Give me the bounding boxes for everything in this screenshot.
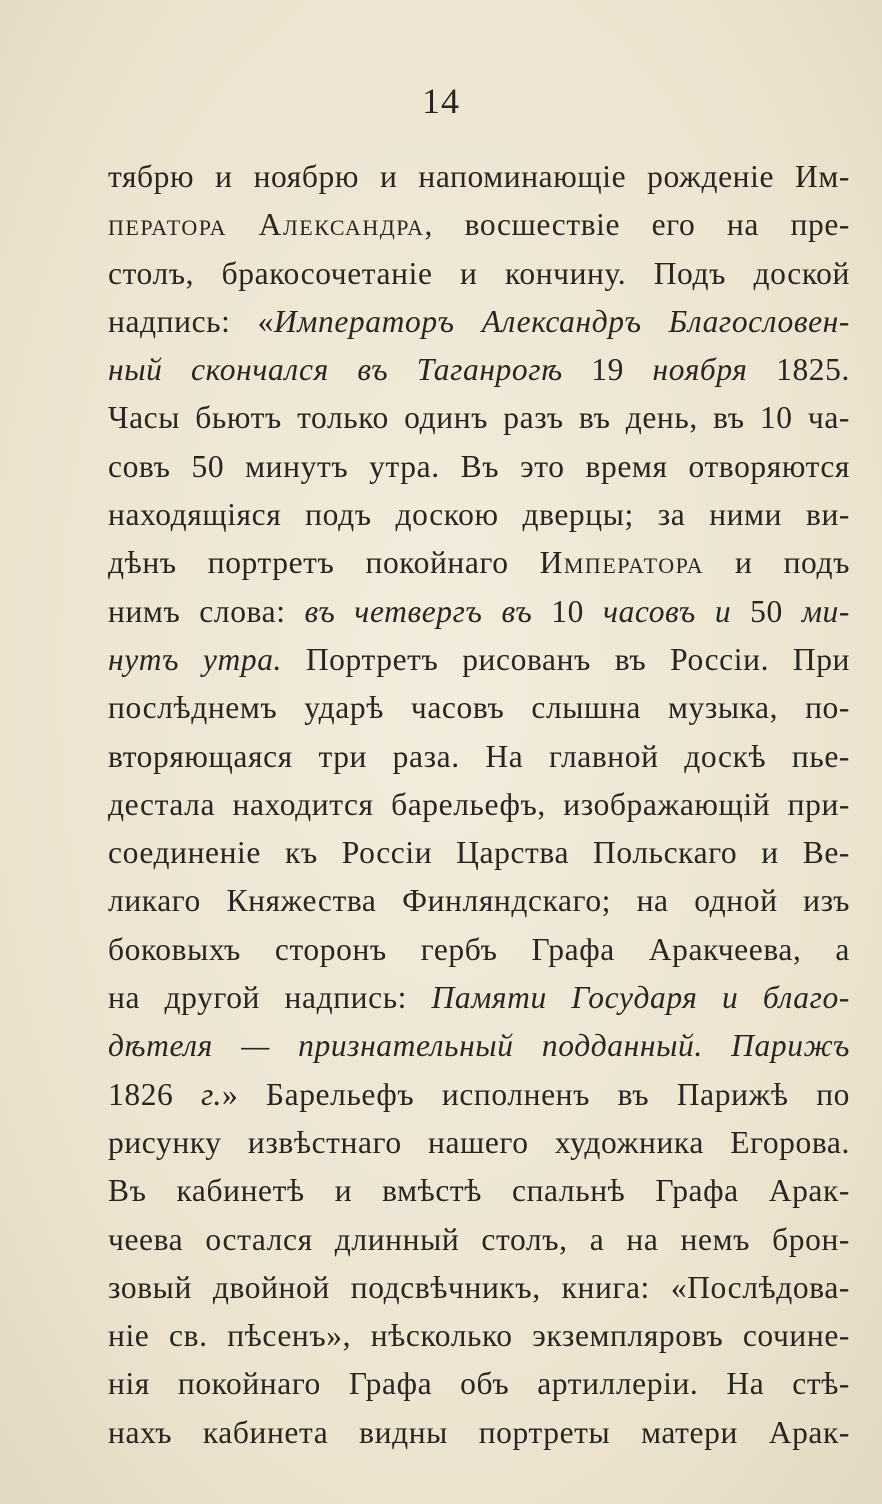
text-segment: рисунку извѣстнаго нашего художника Егорова. <box>108 1124 850 1160</box>
text-segment: чеева остался длинный столъ, а на немъ брон- <box>108 1221 850 1257</box>
text-line <box>108 829 850 877</box>
text-segment: послѣднемъ ударѣ часовъ слышна музыка, по- <box>108 690 850 726</box>
text-segment: и подъ <box>703 545 851 581</box>
italic-text: дѣтеля — признательный подданный. Парижъ <box>108 1028 850 1064</box>
text-line <box>108 491 850 539</box>
italic-text: ный скончался въ Таганрогѣ <box>108 352 563 388</box>
text-segment: надпись: « <box>108 303 274 339</box>
small-caps-text: Александра <box>258 207 425 243</box>
text-line <box>108 1216 850 1264</box>
text-line <box>108 298 850 346</box>
text-segment: Въ кабинетѣ и вмѣстѣ спальнѣ Графа Арак- <box>108 1173 850 1209</box>
text-segment: 1826 <box>108 1076 202 1112</box>
text-segment: Портретъ рисованъ въ Россіи. При <box>282 641 851 677</box>
text-segment: Часы бьютъ только одинъ разъ въ день, въ 10 ча- <box>108 400 850 436</box>
text-segment: 1825. <box>747 352 850 388</box>
text-line <box>108 781 850 829</box>
italic-text: г. <box>201 1076 222 1112</box>
text-line <box>108 877 850 925</box>
text-line <box>108 153 850 201</box>
text-segment: на другой надпись: <box>108 980 432 1016</box>
text-segment: нія покойнаго Графа объ артиллеріи. На стѣ- <box>108 1366 850 1402</box>
text-segment: боковыхъ сторонъ гербъ Графа Аракчеева, а <box>108 931 850 967</box>
text-line <box>108 1409 850 1457</box>
text-line <box>108 539 850 587</box>
text-segment: ніе св. пѣсенъ», нѣсколько экземпляровъ сочине- <box>108 1318 850 1354</box>
text-segment: находящіяся подъ доскою дверцы; за ними ви- <box>108 497 850 533</box>
text-segment: дѣнъ портретъ покойнаго <box>108 545 540 581</box>
text-segment: тябрю и ноябрю и напоминающіе рожденіе Им- <box>108 159 850 194</box>
text-line <box>108 1119 850 1167</box>
italic-text: ми- <box>801 593 851 629</box>
text-line <box>108 1167 850 1215</box>
italic-text: въ четвергъ въ <box>304 593 533 629</box>
text-segment: 50 <box>731 593 802 629</box>
text-line <box>108 443 850 491</box>
italic-text: часовъ и <box>602 593 732 629</box>
text-line <box>108 636 850 684</box>
text-segment: » Барельефъ исполненъ въ Парижѣ по <box>221 1076 851 1112</box>
text-line <box>108 733 850 781</box>
page-number: 14 <box>422 81 460 121</box>
text-line <box>108 684 850 732</box>
italic-text: нутъ утра. <box>108 641 283 677</box>
text-segment: совъ 50 минутъ утра. Въ это время отворяются <box>108 448 850 484</box>
text-segment: 10 <box>532 593 603 629</box>
text-line <box>108 974 850 1022</box>
small-caps-text: Императора <box>539 545 704 581</box>
text-line <box>108 394 850 442</box>
text-line <box>108 346 850 394</box>
small-caps-text: ператора <box>108 207 228 243</box>
text-segment: нахъ кабинета видны портреты матери Арак- <box>108 1414 850 1450</box>
text-line <box>108 1264 850 1312</box>
text-line <box>108 250 850 298</box>
text-segment <box>227 207 259 242</box>
text-segment: зовый двойной подсвѣчникъ, книга: «Послѣдова- <box>108 1269 850 1305</box>
italic-text: Императоръ Александръ Благословен- <box>273 303 850 339</box>
text-segment: , восшествіе его на пре- <box>424 207 851 243</box>
text-segment: 19 <box>562 352 653 388</box>
text-segment: ликаго Княжества Финляндскаго; на одной изъ <box>108 883 850 919</box>
text-line <box>108 1312 850 1360</box>
body-text <box>108 153 850 1457</box>
text-line <box>108 1022 850 1070</box>
italic-text: Памяти Государя и благо- <box>431 980 850 1016</box>
text-segment: вторяющаяся три раза. На главной доскѣ пье- <box>108 738 850 774</box>
text-line <box>108 926 850 974</box>
text-line <box>108 1360 850 1408</box>
text-line <box>108 588 850 636</box>
text-line <box>108 201 850 249</box>
text-line <box>108 1071 850 1119</box>
text-segment: соединеніе къ Россіи Царства Польскаго и Ве- <box>108 835 850 871</box>
text-segment: столъ, бракосочетаніе и кончину. Подъ доской <box>108 255 850 291</box>
text-segment: нимъ слова: <box>108 593 305 629</box>
italic-text: ноября <box>652 352 748 388</box>
text-segment: дестала находится барельефъ, изображающій при- <box>108 786 850 822</box>
